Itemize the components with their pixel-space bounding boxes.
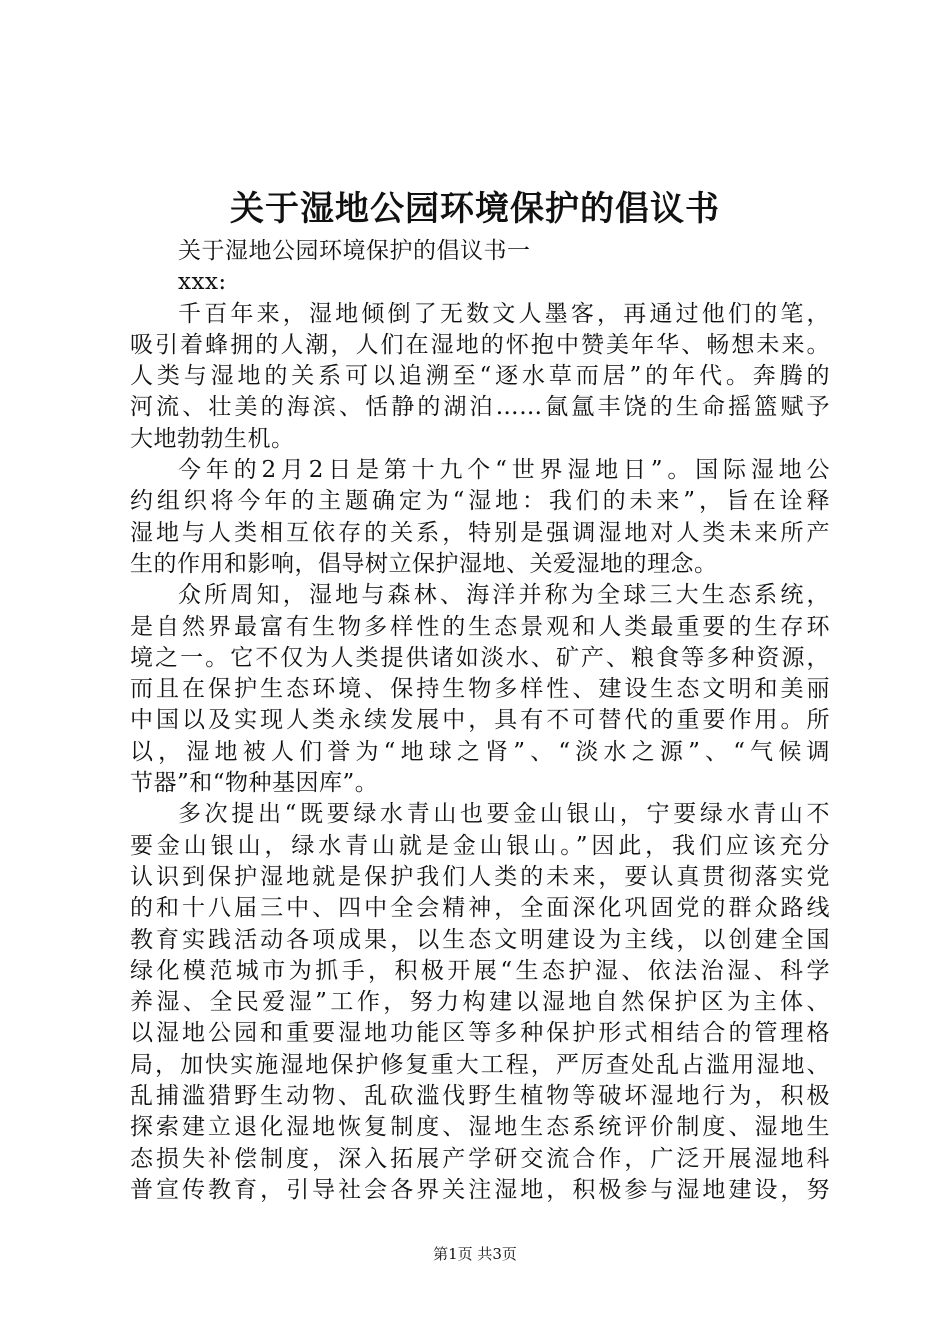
salutation-line: xxx: — [178, 269, 227, 296]
paragraph-line: 是自然界最富有生物多样性的生态景观和人类最重要的生存环 — [130, 613, 830, 640]
paragraph-line: 探索建立退化湿地恢复制度、湿地生态系统评价制度、湿地生 — [130, 1114, 830, 1141]
paragraph-line: 大地勃勃生机。 — [130, 425, 295, 452]
page-footer: 第1页 共3页 — [433, 1245, 517, 1263]
paragraph-line: 节器”和“物种基因库”。 — [130, 770, 379, 797]
paragraph-line: 今年的2月2日是第十九个“世界湿地日”。国际湿地公 — [178, 457, 830, 484]
subtitle-line: 关于湿地公园环境保护的倡议书一 — [178, 238, 531, 264]
document-body — [130, 236, 830, 1206]
paragraph-line: 人类与湿地的关系可以追溯至“逐水草而居”的年代。奔腾的 — [130, 363, 830, 390]
paragraph-line: 湿地与人类相互依存的关系，特别是强调湿地对人类未来所产 — [130, 519, 830, 546]
paragraph-line: 中国以及实现人类永续发展中，具有不可替代的重要作用。所 — [130, 707, 830, 734]
paragraph-line: 绿化模范城市为抓手，积极开展“生态护湿、依法治湿、科学 — [130, 957, 830, 984]
paragraph-line: 养湿、全民爱湿”工作，努力构建以湿地自然保护区为主体、 — [130, 989, 830, 1016]
paragraph-line: 约组织将今年的主题确定为“湿地：我们的未来”，旨在诠释 — [130, 488, 830, 515]
paragraph-line: 认识到保护湿地就是保护我们人类的未来，要认真贯彻落实党 — [130, 863, 830, 890]
paragraph-line: 吸引着蜂拥的人潮，人们在湿地的怀抱中赞美年华、畅想未来。 — [130, 331, 830, 358]
paragraph-line: 的和十八届三中、四中全会精神，全面深化巩固党的群众路线 — [130, 895, 830, 922]
paragraph-line: 普宣传教育，引导社会各界关注湿地，积极参与湿地建设，努 — [130, 1176, 830, 1203]
paragraph-line: 以湿地公园和重要湿地功能区等多种保护形式相结合的管理格 — [130, 1020, 830, 1047]
paragraph-line: 要金山银山，绿水青山就是金山银山。”因此，我们应该充分 — [130, 832, 830, 859]
paragraph-line: 多次提出“既要绿水青山也要金山银山，宁要绿水青山不 — [178, 801, 830, 828]
paragraph-line: 众所周知，湿地与森林、海洋并称为全球三大生态系统， — [178, 582, 830, 609]
paragraph-line: 境之一。它不仅为人类提供诸如淡水、矿产、粮食等多种资源， — [130, 644, 830, 671]
paragraph-line: 教育实践活动各项成果，以生态文明建设为主线，以创建全国 — [130, 926, 830, 953]
paragraph-line: 河流、壮美的海滨、恬静的湖泊……氤氲丰饶的生命摇篮赋予 — [130, 394, 830, 421]
paragraph-line: 态损失补偿制度，深入拓展产学研交流合作，广泛开展湿地科 — [130, 1145, 830, 1172]
paragraph-line: 千百年来，湿地倾倒了无数文人墨客，再通过他们的笔， — [178, 300, 830, 327]
paragraph-line: 生的作用和影响，倡导树立保护湿地、关爱湿地的理念。 — [130, 550, 718, 577]
paragraph-line: 乱捕滥猎野生动物、乱砍滥伐野生植物等破坏湿地行为，积极 — [130, 1083, 830, 1110]
paragraph-line: 局，加快实施湿地保护修复重大工程，严厉查处乱占滥用湿地、 — [130, 1051, 830, 1078]
paragraph-line: 以，湿地被人们誉为“地球之肾”、“淡水之源”、“气候调 — [130, 738, 830, 765]
paragraph-line: 而且在保护生态环境、保持生物多样性、建设生态文明和美丽 — [130, 676, 830, 703]
document-title: 关于湿地公园环境保护的倡议书 — [230, 189, 720, 229]
